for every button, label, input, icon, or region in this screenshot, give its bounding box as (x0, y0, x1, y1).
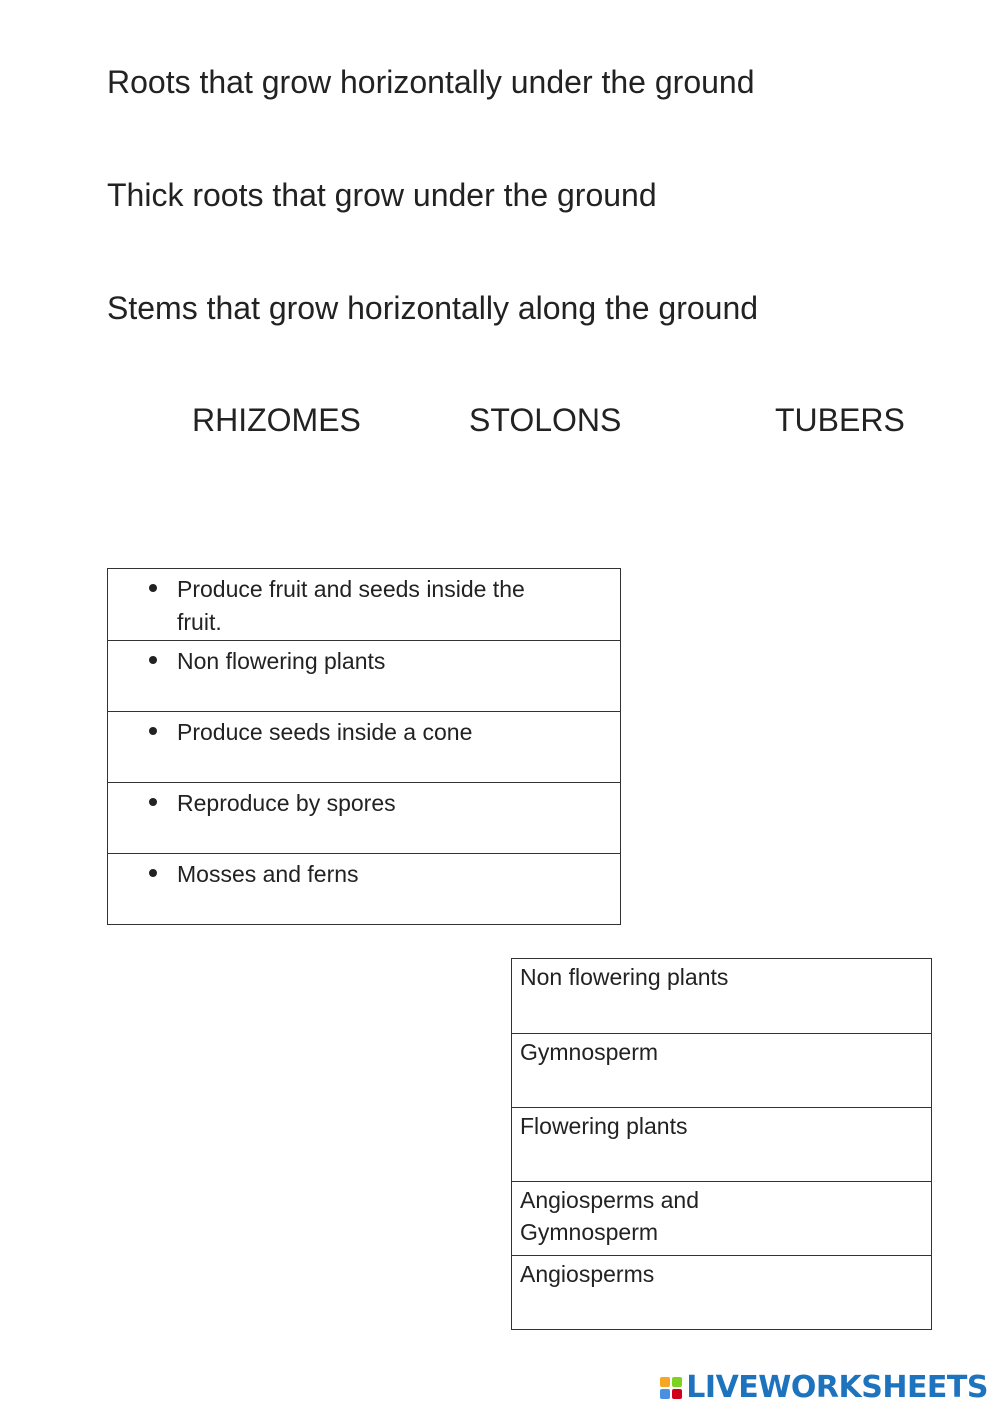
plant-group-row[interactable] (512, 1181, 931, 1255)
word-tubers[interactable]: TUBERS (775, 402, 905, 438)
statement-1: Roots that grow horizontally under the ground (107, 64, 755, 100)
liveworksheets-logo (660, 1370, 988, 1406)
characteristics-table (107, 568, 621, 925)
characteristic-text: Mosses and ferns (177, 861, 359, 887)
characteristic-row[interactable] (108, 640, 620, 711)
logo-square-icon (672, 1377, 682, 1387)
word-rhizomes[interactable]: RHIZOMES (192, 402, 361, 438)
plant-group-row[interactable] (512, 959, 931, 1033)
bullet-icon (149, 798, 157, 806)
characteristic-text: Produce seeds inside a cone (177, 719, 473, 745)
characteristic-row[interactable] (108, 569, 620, 640)
logo-square-icon (660, 1389, 670, 1399)
plant-group-text: Non flowering plants (520, 964, 729, 990)
bullet-icon (149, 584, 157, 592)
characteristic-row[interactable] (108, 782, 620, 853)
plant-group-text: Angiosperms (520, 1261, 655, 1287)
bullet-icon (149, 727, 157, 735)
plant-group-text: Flowering plants (520, 1113, 688, 1139)
plant-group-text: Angiosperms and Gymnosperm (520, 1187, 699, 1245)
statement-2: Thick roots that grow under the ground (107, 177, 657, 213)
plant-group-text: Gymnosperm (520, 1039, 659, 1065)
characteristic-text: Produce fruit and seeds inside the fruit. (177, 576, 525, 635)
word-stolons[interactable]: STOLONS (469, 402, 622, 438)
bullet-icon (149, 656, 157, 664)
characteristic-text: Reproduce by spores (177, 790, 396, 816)
characteristic-row[interactable] (108, 711, 620, 782)
plant-group-row[interactable] (512, 1255, 931, 1329)
plant-group-row[interactable] (512, 1107, 931, 1181)
logo-text: LIVEWORKSHEETS (686, 1370, 988, 1405)
logo-square-icon (672, 1389, 682, 1399)
logo-grid-icon (660, 1377, 682, 1399)
bullet-icon (149, 869, 157, 877)
logo-square-icon (660, 1377, 670, 1387)
statement-3: Stems that grow horizontally along the ground (107, 290, 759, 326)
plant-groups-table (511, 958, 932, 1330)
plant-group-row[interactable] (512, 1033, 931, 1107)
characteristic-row[interactable] (108, 853, 620, 924)
characteristic-text: Non flowering plants (177, 648, 386, 674)
